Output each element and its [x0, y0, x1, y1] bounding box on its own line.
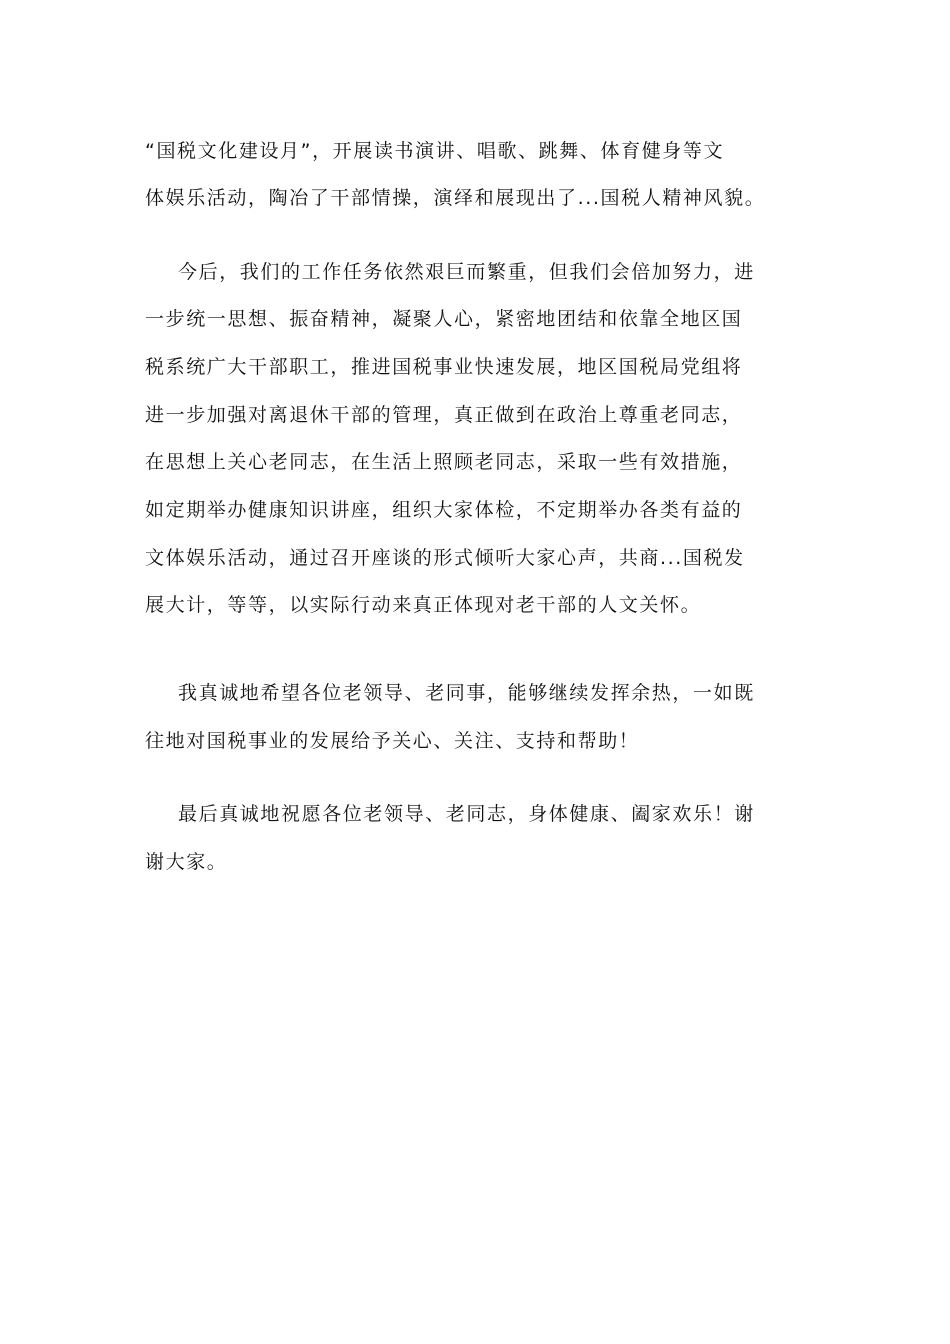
paragraph-line: “国税文化建设月”，开展读书演讲、唱歌、跳舞、体育健身等文: [145, 140, 725, 162]
paragraph-line: 谢大家。: [145, 851, 228, 873]
paragraph-line: 我真诚地希望各位老领导、老同事，能够继续发挥余热，一如既: [178, 682, 755, 704]
paragraph-line: 税系统广大干部职工，推进国税事业快速发展，地区国税局党组将: [145, 356, 743, 378]
paragraph-line: 往地对国税事业的发展给予关心、关注、支持和帮助！: [145, 730, 640, 752]
paragraph-line: 文体娱乐活动，通过召开座谈的形式倾听大家心声，共商...国税发: [145, 547, 745, 569]
paragraph-line: 进一步加强对离退休干部的管理，真正做到在政治上尊重老同志，: [145, 404, 743, 426]
paragraph-line: 体娱乐活动，陶冶了干部情操，演绎和展现出了...国税人精神风貌。: [145, 187, 766, 209]
paragraph-line: 最后真诚地祝愿各位老领导、老同志，身体健康、阖家欢乐！谢: [178, 803, 755, 825]
paragraph-line: 在思想上关心老同志，在生活上照顾老同志，采取一些有效措施，: [145, 451, 743, 473]
paragraph-line: 一步统一思想、振奋精神，凝聚人心，紧密地团结和依靠全地区国: [145, 308, 743, 330]
paragraph-line: 如定期举办健康知识讲座，组织大家体检，不定期举办各类有益的: [145, 499, 743, 521]
paragraph-line: 今后，我们的工作任务依然艰巨而繁重，但我们会倍加努力，进: [178, 261, 755, 283]
paragraph-line: 展大计，等等，以实际行动来真正体现对老干部的人文关怀。: [145, 594, 702, 616]
